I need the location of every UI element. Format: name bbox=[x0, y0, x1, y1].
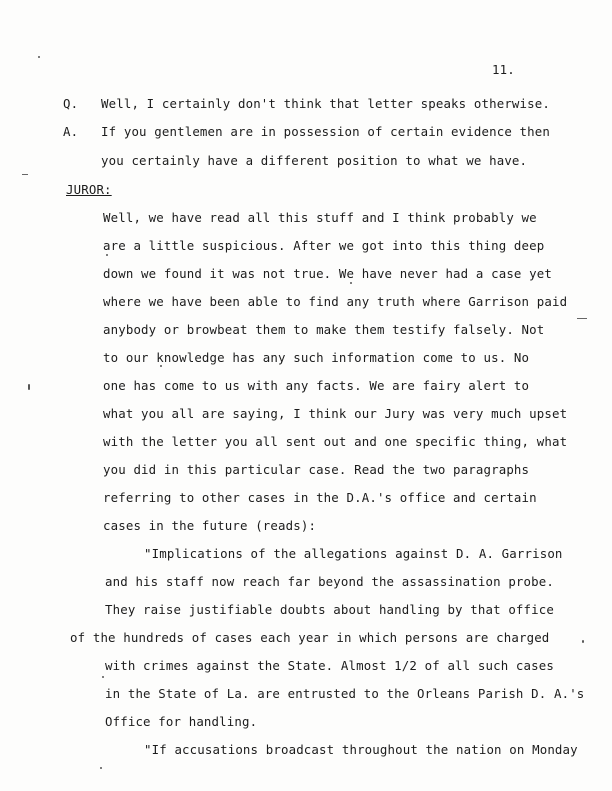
quote-line: They raise justifiable doubts about handling by that office bbox=[105, 602, 554, 617]
scan-mark bbox=[22, 174, 28, 175]
scan-mark bbox=[577, 318, 587, 319]
quote-line: Office for handling. bbox=[105, 714, 258, 729]
juror-line: where we have been able to find any truth where Garrison paid bbox=[103, 294, 568, 309]
question-text: Well, I certainly don't think that letter speaks otherwise. bbox=[101, 96, 550, 111]
quote-line: with crimes against the State. Almost 1/2 of all such cases bbox=[105, 658, 554, 673]
quote-line: of the hundreds of cases each year in which persons are charged bbox=[70, 630, 550, 645]
quote-line: "If accusations broadcast throughout the nation on Monday bbox=[144, 742, 578, 757]
question-label: Q. bbox=[63, 96, 79, 111]
scan-speck bbox=[38, 56, 40, 58]
quote-line: in the State of La. are entrusted to the Orleans Parish D. A.'s bbox=[105, 686, 585, 701]
scan-speck bbox=[106, 254, 108, 256]
answer-continuation: you certainly have a different position to what we have. bbox=[101, 153, 528, 168]
scan-speck bbox=[350, 282, 352, 284]
juror-line: Well, we have read all this stuff and I think probably we bbox=[103, 210, 537, 225]
juror-line: to our knowledge has any such information come to us. No bbox=[103, 350, 530, 365]
quote-line: "Implications of the allegations against D. A. Garrison bbox=[144, 546, 563, 561]
scan-speck bbox=[102, 676, 104, 678]
scan-speck bbox=[100, 767, 102, 769]
juror-line: anybody or browbeat them to make them testify falsely. Not bbox=[103, 322, 545, 337]
answer-label: A. bbox=[63, 124, 79, 139]
juror-line: down we found it was not true. We have never had a case yet bbox=[103, 266, 552, 281]
juror-line: are a little suspicious. After we got into this thing deep bbox=[103, 238, 545, 253]
quote-line: and his staff now reach far beyond the assassination probe. bbox=[105, 574, 554, 589]
juror-line: one has come to us with any facts. We are fairy alert to bbox=[103, 378, 530, 393]
speaker-heading: JUROR: bbox=[66, 182, 112, 197]
juror-line: what you all are saying, I think our Jury was very much upset bbox=[103, 406, 568, 421]
page-number: 11. bbox=[492, 62, 515, 77]
scan-speck bbox=[160, 365, 162, 367]
juror-line: cases in the future (reads): bbox=[103, 518, 317, 533]
juror-line: referring to other cases in the D.A.'s office and certain bbox=[103, 490, 537, 505]
juror-line: with the letter you all sent out and one specific thing, what bbox=[103, 434, 568, 449]
answer-text: If you gentlemen are in possession of certain evidence then bbox=[101, 124, 550, 139]
scan-speck bbox=[28, 384, 30, 390]
scan-speck bbox=[582, 640, 584, 643]
juror-line: you did in this particular case. Read the two paragraphs bbox=[103, 462, 530, 477]
